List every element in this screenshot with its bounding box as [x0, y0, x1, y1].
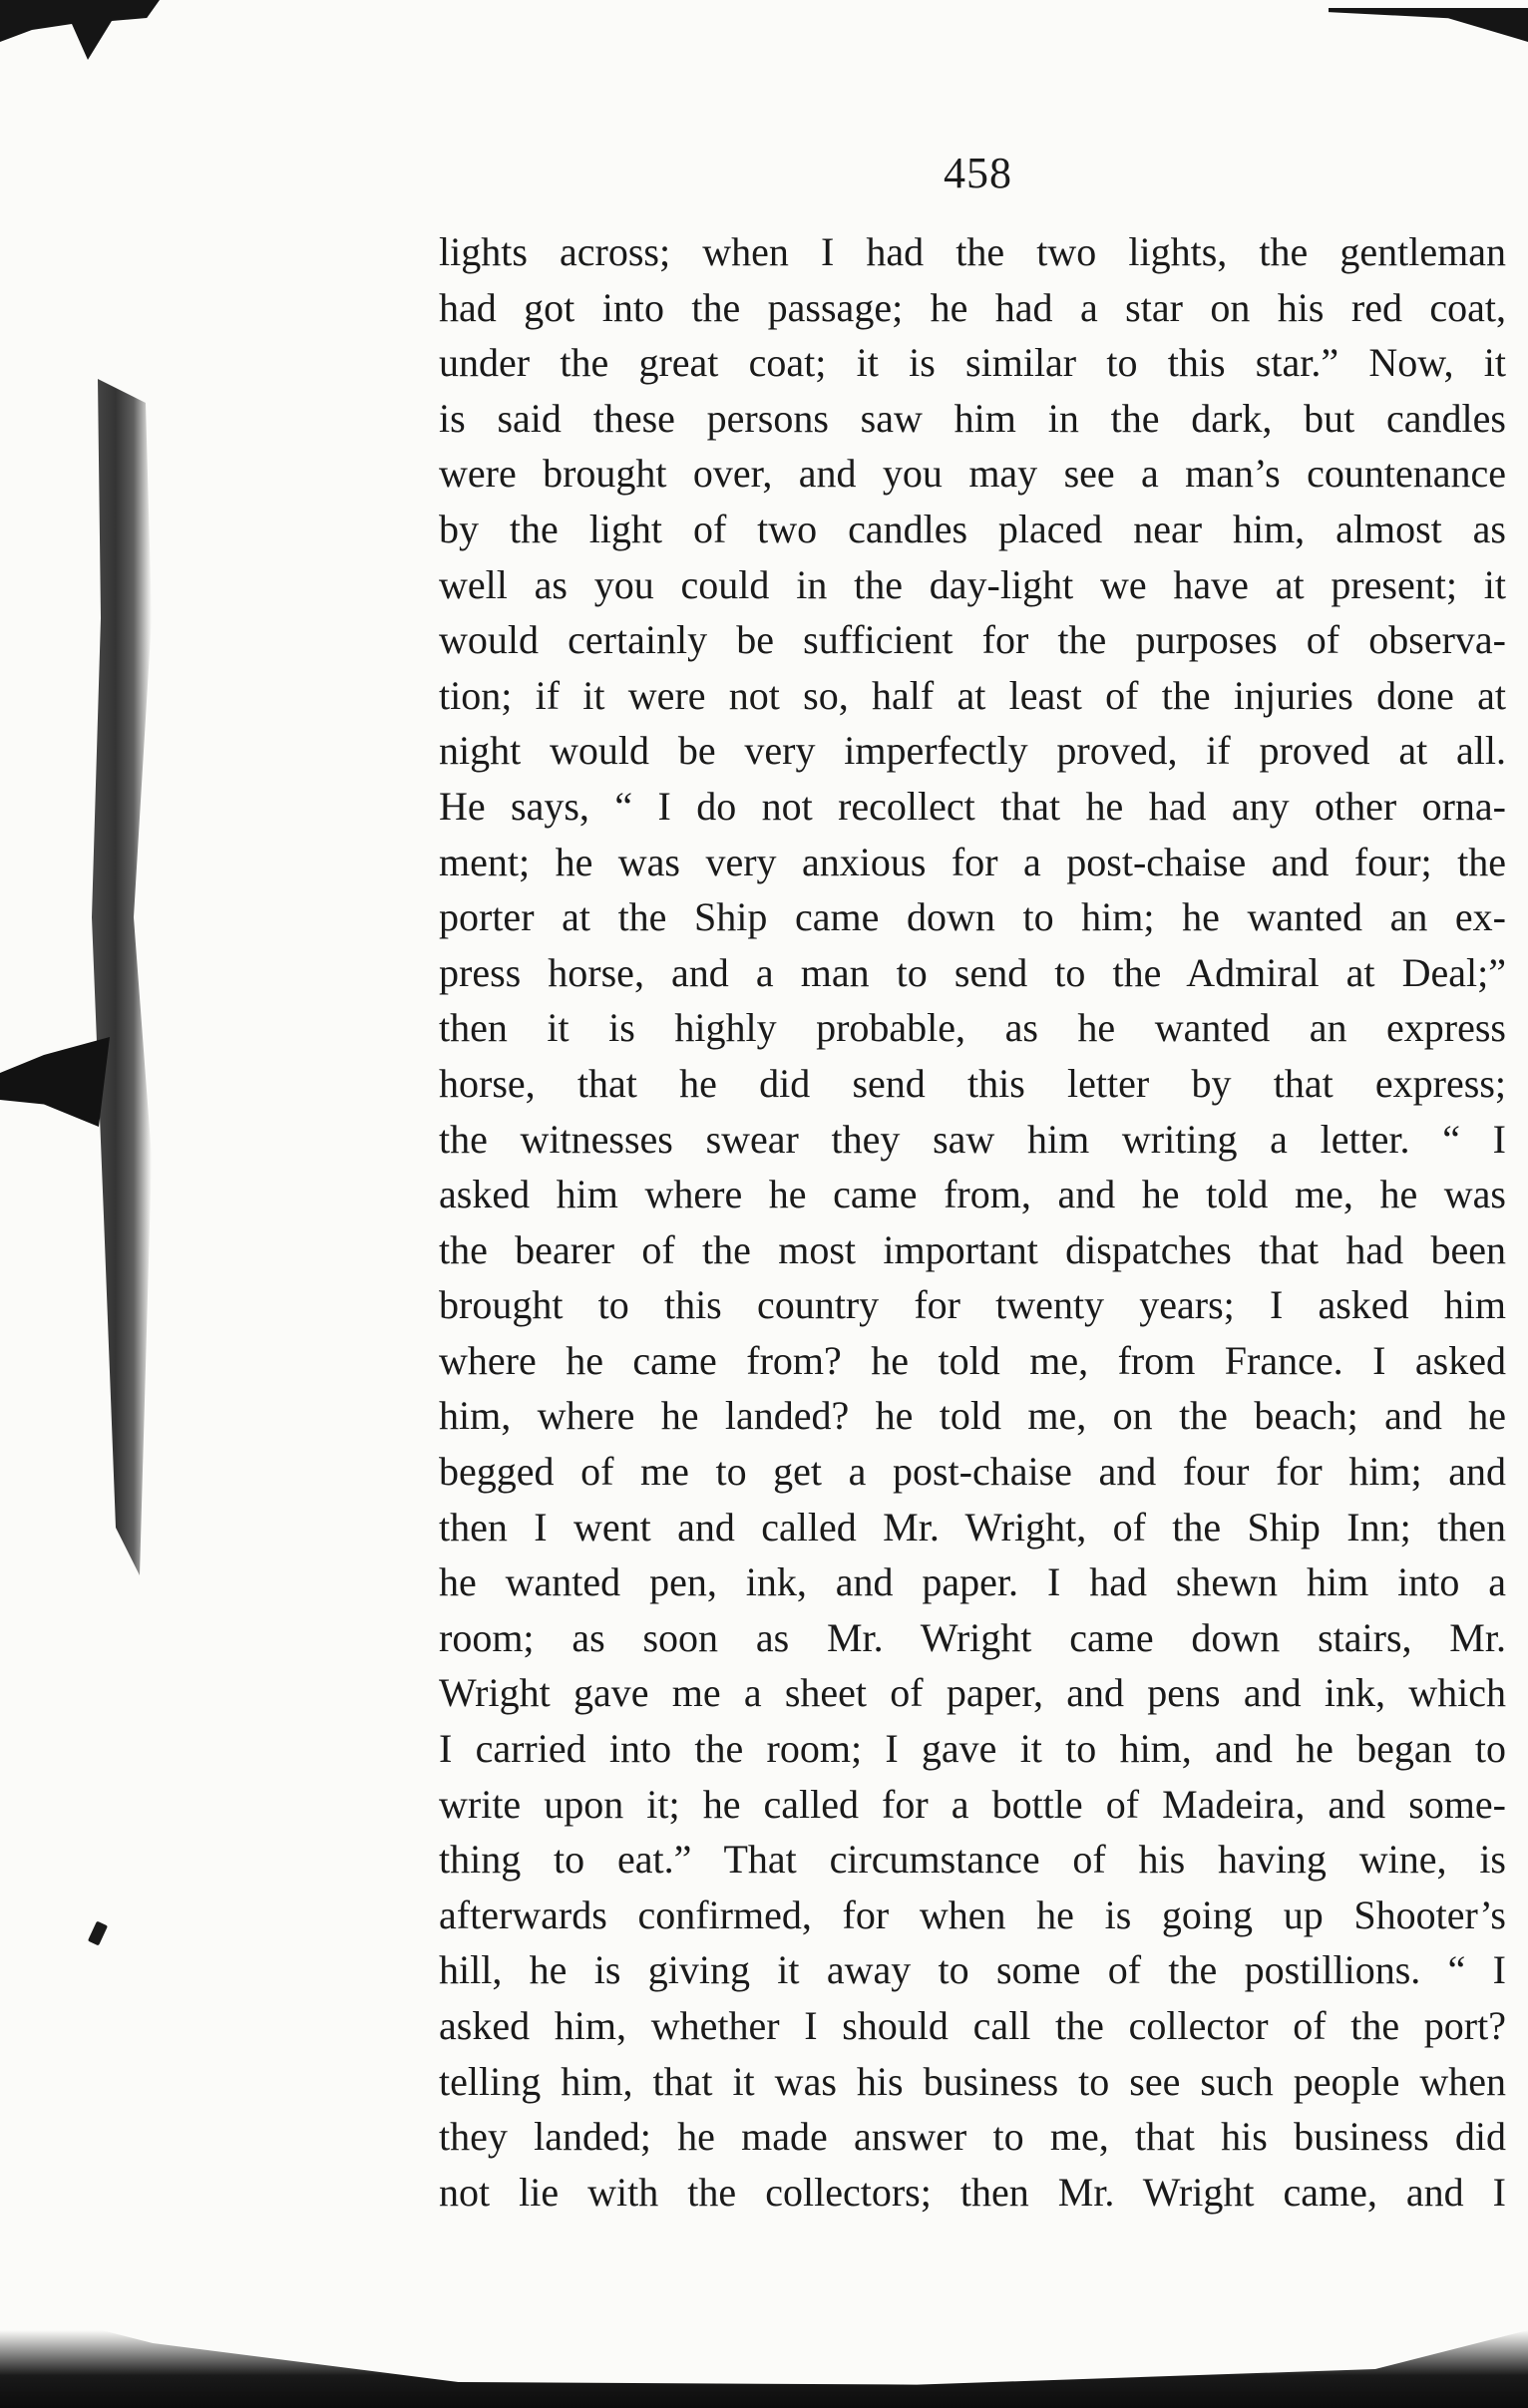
text-line: under the great coat; it is similar to this star.” Now, it [439, 340, 1506, 386]
text-line: then I went and called Mr. Wright, of the Ship Inn; then [439, 1504, 1506, 1549]
text-line: the witnesses swear they saw him writing a letter. “ I [439, 1116, 1506, 1162]
text-line: were brought over, and you may see a man’s countenance [439, 451, 1506, 497]
scan-binding-shadow [92, 379, 152, 1575]
text-line: then it is highly probable, as he wanted an express [439, 1005, 1506, 1051]
text-line: by the light of two candles placed near him, almost as [439, 506, 1506, 551]
text-line: asked him where he came from, and he told me, he was [439, 1172, 1506, 1217]
scan-mark [88, 1920, 108, 1945]
text-line: begged of me to get a post-chaise and four for him; and [439, 1449, 1506, 1495]
text-line: tion; if it were not so, half at least of the injuries done at [439, 672, 1506, 718]
text-line: where he came from? he told me, from France. I asked [439, 1337, 1506, 1383]
body-text [439, 224, 1506, 2220]
scan-bottom-shadow [0, 2278, 1528, 2408]
text-line: press horse, and a man to send to the Admiral at Deal;” [439, 949, 1506, 995]
text-line: had got into the passage; he had a star on his red coat, [439, 284, 1506, 330]
text-line: telling him, that it was his business to see such people when [439, 2058, 1506, 2104]
text-line: they landed; he made answer to me, that his business did [439, 2114, 1506, 2160]
text-line: brought to this country for twenty years; I asked him [439, 1282, 1506, 1328]
scan-blot-left [0, 1037, 110, 1127]
text-line: would certainly be sufficient for the purposes of observa- [439, 617, 1506, 663]
text-line: thing to eat.” That circumstance of his having wine, is [439, 1837, 1506, 1883]
text-line: horse, that he did send this letter by that express; [439, 1060, 1506, 1106]
text-line: I carried into the room; I gave it to him, and he began to [439, 1726, 1506, 1772]
text-line: He says, “ I do not recollect that he had any other orna- [439, 783, 1506, 829]
text-line: he wanted pen, ink, and paper. I had shewn him into a [439, 1559, 1506, 1605]
text-line: the bearer of the most important dispatches that had been [439, 1226, 1506, 1272]
text-line: him, where he landed? he told me, on the beach; and he [439, 1393, 1506, 1439]
text-line: is said these persons saw him in the dark, but candles [439, 395, 1506, 441]
text-line: hill, he is giving it away to some of the postillions. “ I [439, 1947, 1506, 1993]
text-line: porter at the Ship came down to him; he wanted an ex- [439, 894, 1506, 940]
scan-bar-top-right [1329, 8, 1528, 42]
text-line: well as you could in the day-light we have at present; it [439, 561, 1506, 607]
page-number: 458 [944, 149, 1012, 197]
text-line: not lie with the collectors; then Mr. Wright came, and I [439, 2169, 1506, 2215]
text-line: afterwards confirmed, for when he is going up Shooter’s [439, 1892, 1506, 1937]
text-line: room; as soon as Mr. Wright came down stairs, Mr. [439, 1614, 1506, 1660]
text-line: night would be very imperfectly proved, if proved at all. [439, 728, 1506, 774]
text-line: Wright gave me a sheet of paper, and pens and ink, which [439, 1670, 1506, 1716]
text-line: lights across; when I had the two lights, the gentleman [439, 229, 1506, 274]
text-line: write upon it; he called for a bottle of Madeira, and some- [439, 1781, 1506, 1827]
text-line: ment; he was very anxious for a post-chaise and four; the [439, 839, 1506, 884]
text-line: asked him, whether I should call the collector of the port? [439, 2003, 1506, 2048]
scan-blot-top-left [0, 0, 160, 60]
